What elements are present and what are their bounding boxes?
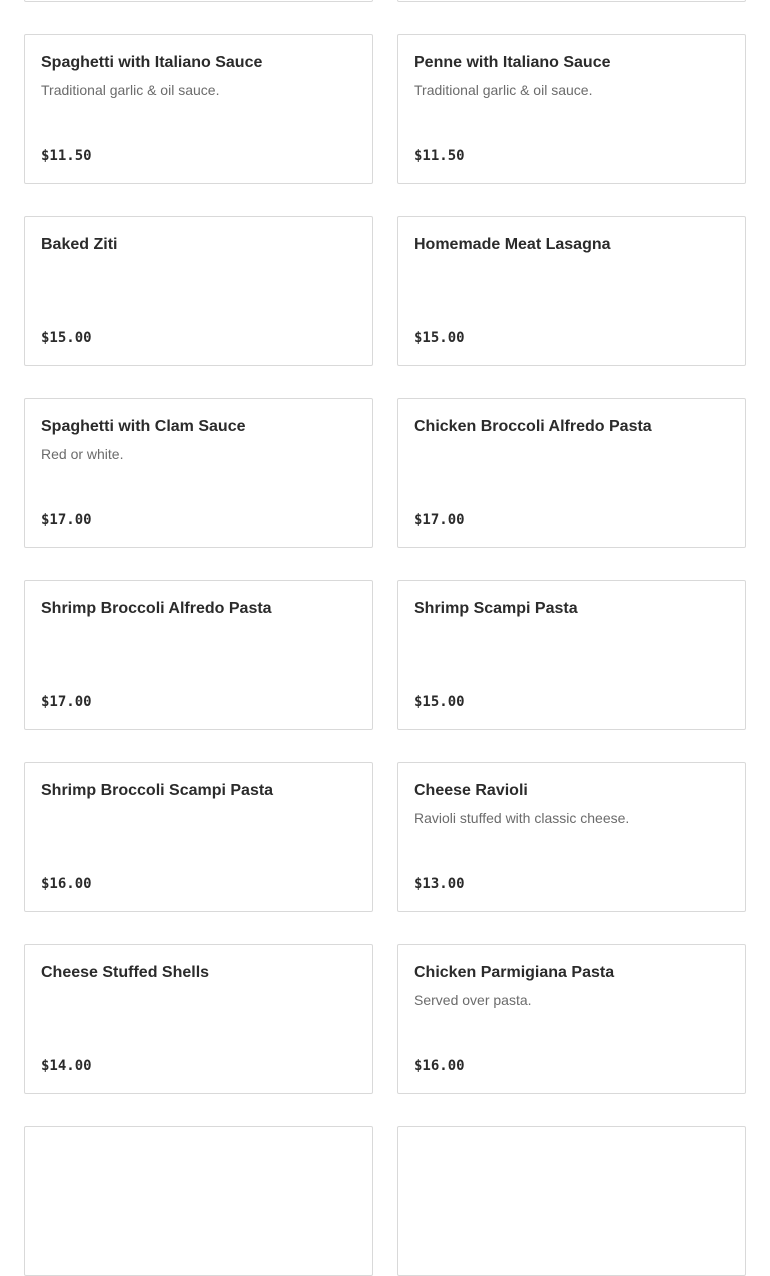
menu-item-name: Baked Ziti [41,236,118,253]
menu-item-price: $15.00 [414,330,465,346]
menu-item-price: $13.00 [414,876,465,892]
menu-item-price: $16.00 [41,876,92,892]
menu-item-card-meat-lasagna[interactable] [397,216,746,366]
menu-item-name: Chicken Parmigiana Pasta [414,964,615,981]
menu-item-card-spaghetti-clam[interactable] [24,398,373,548]
menu-item-name: Spaghetti with Italiano Sauce [41,54,263,71]
menu-item-card-chicken-broccoli-alfredo[interactable] [397,398,746,548]
menu-items-grid [24,0,746,1276]
menu-item-card-penne-italiano[interactable] [397,34,746,184]
menu-item-card-shrimp-broccoli-scampi[interactable] [24,762,373,912]
menu-item-price: $11.50 [414,148,465,164]
menu-item-name: Chicken Broccoli Alfredo Pasta [414,418,652,435]
menu-item-name: Penne with Italiano Sauce [414,54,611,71]
menu-item-card[interactable] [24,0,373,2]
menu-item-card[interactable] [397,1126,746,1276]
menu-item-card[interactable] [397,0,746,2]
menu-item-card-cheese-ravioli[interactable] [397,762,746,912]
menu-item-price: $15.00 [414,694,465,710]
menu-item-name: Cheese Ravioli [414,782,528,799]
menu-item-name: Shrimp Broccoli Alfredo Pasta [41,600,272,617]
menu-item-price: $16.00 [414,1058,465,1074]
menu-item-name: Cheese Stuffed Shells [41,964,210,981]
menu-item-card-chicken-parmigiana[interactable] [397,944,746,1094]
menu-item-card-shrimp-broccoli-alfredo[interactable] [24,580,373,730]
menu-item-name: Homemade Meat Lasagna [414,236,611,253]
menu-item-description: Traditional garlic & oil sauce. [41,82,220,98]
menu-item-card-baked-ziti[interactable] [24,216,373,366]
menu-item-description: Served over pasta. [414,992,532,1008]
menu-item-price: $17.00 [41,694,92,710]
menu-item-card-cheese-stuffed-shells[interactable] [24,944,373,1094]
menu-item-price: $11.50 [41,148,92,164]
menu-item-description: Ravioli stuffed with classic cheese. [414,810,630,826]
menu-item-name: Shrimp Scampi Pasta [414,600,578,617]
menu-item-price: $15.00 [41,330,92,346]
menu-item-name: Spaghetti with Clam Sauce [41,418,246,435]
menu-item-price: $17.00 [414,512,465,528]
menu-item-price: $14.00 [41,1058,92,1074]
menu-item-card[interactable] [24,1126,373,1276]
menu-item-card-spaghetti-italiano[interactable] [24,34,373,184]
menu-item-name: Shrimp Broccoli Scampi Pasta [41,782,274,799]
menu-item-price: $17.00 [41,512,92,528]
menu-item-description: Red or white. [41,446,124,462]
menu-item-description: Traditional garlic & oil sauce. [414,82,593,98]
menu-item-card-shrimp-scampi[interactable] [397,580,746,730]
